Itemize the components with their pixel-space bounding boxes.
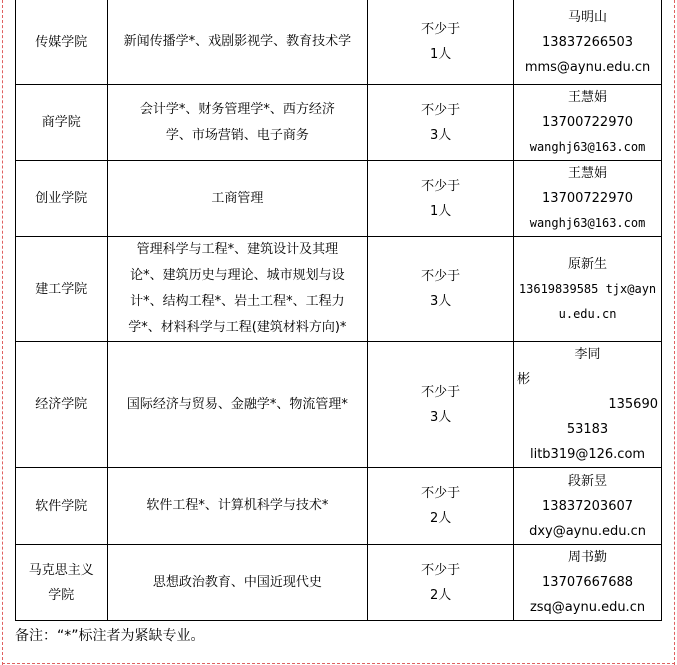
contact-name: 王慧娟 [568, 90, 608, 105]
college-cell: 传媒学院 [16, 0, 108, 85]
page-border-right [674, 0, 675, 665]
college-cell: 马克思主义 学院 [16, 545, 108, 621]
contact-name-continued: 彬 [517, 372, 531, 387]
contact-cell [514, 85, 662, 161]
contact-phone: 13707667688 [542, 575, 634, 590]
page-border-left [2, 0, 3, 665]
contact-cell [514, 237, 662, 342]
contact-name: 王慧娟 [568, 166, 608, 181]
major-cell: 新闻传播学*、戏剧影视学、教育技术学 [107, 0, 368, 85]
major-cell: 思想政治教育、中国近现代史 [107, 545, 368, 621]
table-row [16, 161, 662, 237]
contact-email: dxy@aynu.edu.cn [529, 523, 646, 539]
contact-email: wanghj63@163.com [529, 216, 646, 230]
count-cell: 不少于 1人 [368, 0, 514, 85]
contact-name: 周书勤 [568, 550, 608, 565]
contact-phone: 13700722970 [542, 191, 634, 206]
contact-cell [514, 0, 662, 85]
contact-name: 李同 [574, 347, 601, 362]
major-cell: 会计学*、财务管理学*、西方经济 学、市场营销、电子商务 [107, 85, 368, 161]
college-cell: 软件学院 [16, 468, 108, 545]
contact-phone-continued: 53183 [566, 422, 609, 437]
college-cell: 经济学院 [16, 342, 108, 468]
contact-email: mms@aynu.edu.cn [524, 59, 651, 75]
contact-phone: 13837203607 [542, 498, 634, 514]
count-cell: 不少于 3人 [368, 85, 514, 161]
major-cell: 管理科学与工程*、建筑设计及其理 论*、建筑历史与理论、城市规划与设 计*、结构工程*、岩土工程*、工程力 学*、材料科学与工程(建筑材料方向)* [107, 237, 368, 342]
contact-cell [514, 545, 662, 621]
major-cell: 国际经济与贸易、金融学*、物流管理* [107, 342, 368, 468]
contact-phone: 13837266503 [542, 34, 634, 50]
major-cell: 工商管理 [107, 161, 368, 237]
table-row [16, 545, 662, 621]
contact-phone: 135690 [608, 397, 658, 412]
contact-email: litb319@126.com [529, 447, 646, 462]
contact-email: zsq@aynu.edu.cn [529, 600, 646, 615]
count-cell: 不少于 2人 [368, 545, 514, 621]
table-row [16, 237, 662, 342]
contact-email: wanghj63@163.com [529, 140, 646, 154]
table-row [16, 342, 662, 468]
count-cell: 不少于 2人 [368, 468, 514, 545]
table-row [16, 468, 662, 545]
table-row [16, 85, 662, 161]
contact-email: u.edu.cn [558, 306, 617, 321]
contact-name: 段新昱 [568, 473, 608, 489]
count-cell: 不少于 3人 [368, 237, 514, 342]
contact-phone: 13700722970 [542, 115, 634, 130]
footnote: 备注：“*”标注者为紧缺专业。 [15, 628, 205, 644]
college-cell: 建工学院 [16, 237, 108, 342]
college-cell: 创业学院 [16, 161, 108, 237]
contact-cell [514, 342, 662, 468]
contact-name: 马明山 [568, 9, 608, 25]
contact-cell [514, 468, 662, 545]
contact-phone-email: 13619839585 tjx@ayn [518, 281, 657, 296]
table-row [16, 0, 662, 85]
recruitment-table [15, 0, 662, 621]
contact-name: 原新生 [568, 256, 608, 272]
page-border-bottom [2, 663, 675, 664]
count-cell: 不少于 1人 [368, 161, 514, 237]
contact-cell [514, 161, 662, 237]
college-cell: 商学院 [16, 85, 108, 161]
major-cell: 软件工程*、计算机科学与技术* [107, 468, 368, 545]
count-cell: 不少于 3人 [368, 342, 514, 468]
